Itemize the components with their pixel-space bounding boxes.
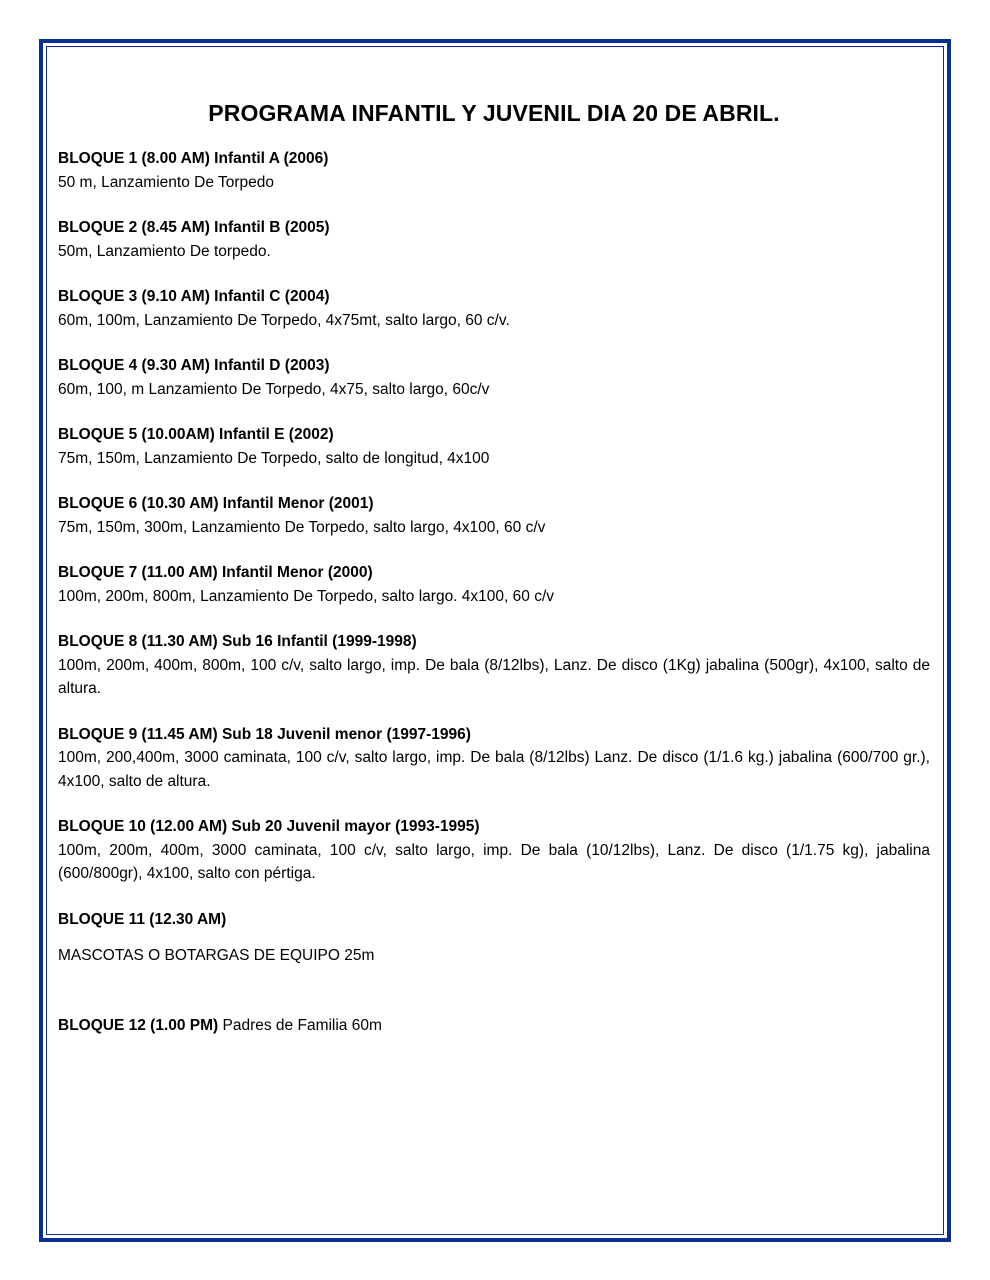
block-heading: BLOQUE 6 (10.30 AM) Infantil Menor (2001) — [58, 495, 374, 512]
schedule-block-12 — [58, 1014, 930, 1038]
block-events: 75m, 150m, 300m, Lanzamiento De Torpedo, salto largo, 4x100, 60 c/v — [58, 518, 546, 536]
block-heading: BLOQUE 3 (9.10 AM) Infantil C (2004) — [58, 288, 330, 305]
block-events: 75m, 150m, Lanzamiento De Torpedo, salto de longitud, 4x100 — [58, 449, 490, 467]
block-heading: BLOQUE 11 (12.30 AM) — [58, 910, 227, 928]
block-heading: BLOQUE 8 (11.30 AM) Sub 16 Infantil (1999-1998) — [58, 633, 417, 650]
schedule-block-6 — [58, 492, 930, 539]
schedule-block-1 — [58, 147, 930, 194]
block-events: 50 m, Lanzamiento De Torpedo — [58, 173, 274, 191]
block-heading: BLOQUE 9 (11.45 AM) Sub 18 Juvenil menor (1997-1996) — [58, 725, 471, 743]
block-heading: BLOQUE 2 (8.45 AM) Infantil B (2005) — [58, 219, 330, 236]
block-heading: BLOQUE 12 (1.00 PM) — [58, 1016, 223, 1034]
schedule-block-9 — [58, 723, 930, 794]
block-events: Padres de Familia 60m — [222, 1016, 382, 1034]
block-events: 100m, 200m, 800m, Lanzamiento De Torpedo, salto largo. 4x100, 60 c/v — [58, 587, 555, 605]
schedule-block-3 — [58, 285, 930, 332]
block-heading: BLOQUE 7 (11.00 AM) Infantil Menor (2000) — [58, 564, 373, 581]
schedule-block-2 — [58, 216, 930, 263]
schedule-block-8 — [58, 630, 930, 701]
block-events: 60m, 100m, Lanzamiento De Torpedo, 4x75mt, salto largo, 60 c/v. — [58, 311, 510, 329]
schedule-block-7 — [58, 561, 930, 608]
block-events: 60m, 100, m Lanzamiento De Torpedo, 4x75, salto largo, 60c/v — [58, 380, 490, 398]
block-events: 100m, 200m, 400m, 3000 caminata, 100 c/v, salto largo, imp. De bala (10/12lbs), Lanz. De disco (1/1.75 kg), jabalina (600/800gr), 4x100, salto con pértiga. — [58, 841, 930, 882]
block-events: MASCOTAS O BOTARGAS DE EQUIPO 25m — [58, 947, 375, 964]
schedule-block-5 — [58, 423, 930, 470]
schedule-block-11 — [58, 908, 930, 968]
block-events: 50m, Lanzamiento De torpedo. — [58, 242, 271, 260]
schedule-block-4 — [58, 354, 930, 401]
document-title: PROGRAMA INFANTIL Y JUVENIL DIA 20 DE ABRIL. — [208, 100, 780, 126]
block-heading: BLOQUE 1 (8.00 AM) Infantil A (2006) — [58, 150, 329, 167]
schedule-block-10 — [58, 815, 930, 886]
block-heading: BLOQUE 5 (10.00AM) Infantil E (2002) — [58, 426, 334, 443]
document-body — [58, 100, 930, 1059]
block-heading: BLOQUE 4 (9.30 AM) Infantil D (2003) — [58, 357, 330, 374]
block-events: 100m, 200,400m, 3000 caminata, 100 c/v, salto largo, imp. De bala (8/12lbs) Lanz. De disco (1/1.6 kg.) jabalina (600/700 gr.), 4x100, salto de altura. — [58, 749, 930, 790]
block-heading: BLOQUE 10 (12.00 AM) Sub 20 Juvenil mayor (1993-1995) — [58, 818, 480, 835]
block-events: 100m, 200m, 400m, 800m, 100 c/v, salto largo, imp. De bala (8/12lbs), Lanz. De disco (1Kg) jabalina (500gr), 4x100, salto de altura. — [58, 656, 930, 697]
